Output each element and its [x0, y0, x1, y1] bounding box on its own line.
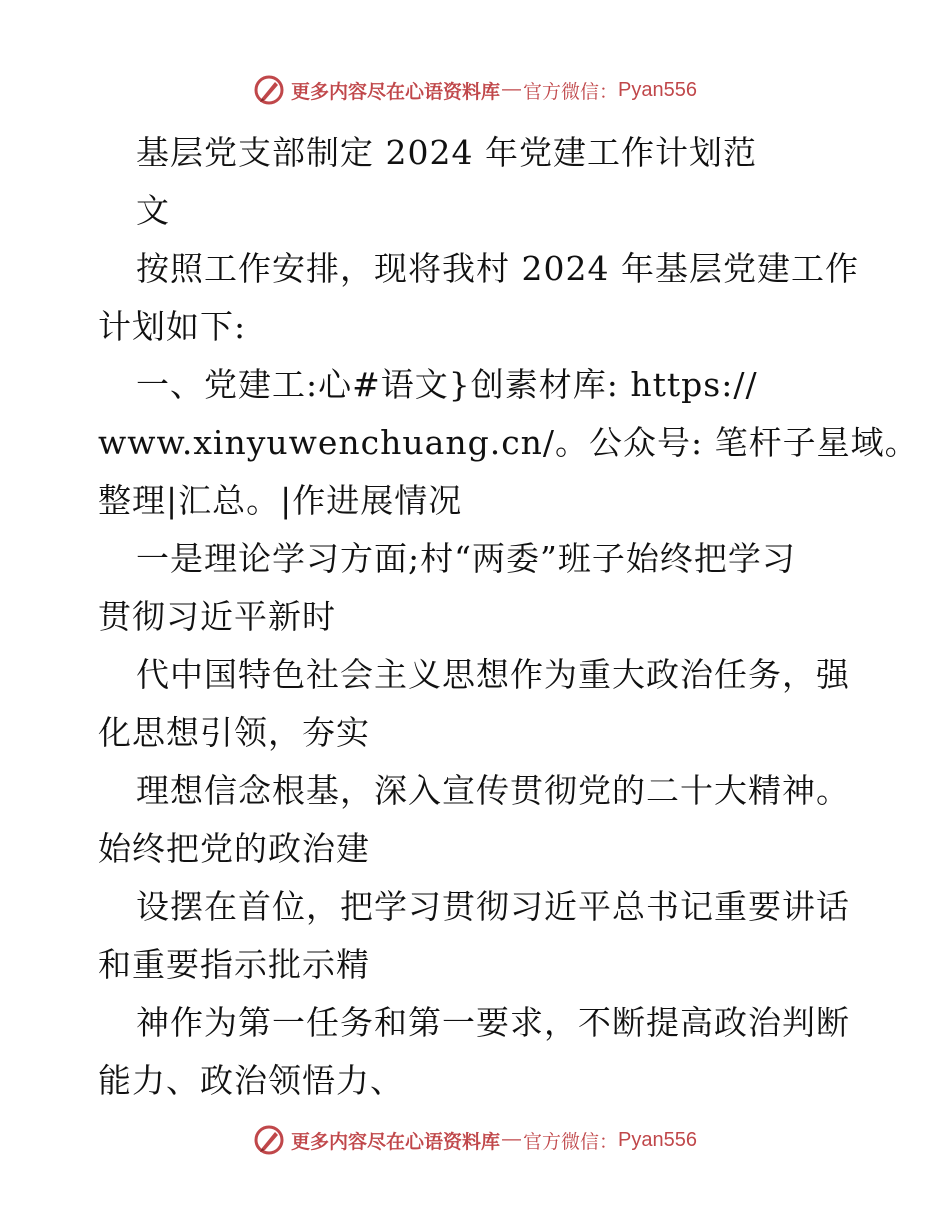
text-line: 文 [136, 191, 170, 230]
text-line: 贯彻习近平新时 [98, 597, 336, 636]
watermark-label: 官方微信： [523, 80, 619, 103]
watermark-wechat-id: Pyan556 [618, 1128, 697, 1151]
watermark-separator: — [502, 79, 522, 100]
watermark-banner-bottom [0, 1120, 950, 1160]
watermark-label: 官方微信： [523, 1130, 619, 1153]
text-line: 和重要指示批示精 [98, 945, 370, 984]
text-line: 化思想引领，夯实 [98, 713, 370, 752]
watermark-banner-top [0, 70, 950, 110]
text-line: 代中国特色社会主义思想作为重大政治任务，强 [136, 655, 850, 694]
document-body [98, 124, 919, 1110]
text-line: 一是理论学习方面;村“两委”班子始终把学习 [136, 539, 796, 578]
text-line: www.xinyuwenchuang.cn/。公众号: 笔杆子星域。 [98, 423, 919, 462]
text-line: 能力、政治领悟力、 [98, 1061, 404, 1100]
text-line: 理想信念根基，深入宣传贯彻党的二十大精神。 [136, 771, 850, 810]
text-line: 始终把党的政治建 [98, 829, 370, 868]
watermark-wechat-id: Pyan556 [618, 78, 697, 101]
text-line: 整理|汇总。|作进展情况 [98, 481, 463, 520]
text-line: 一、党建工:心#语文}创素材库: https:// [136, 365, 758, 404]
text-line: 设摆在首位，把学习贯彻习近平总书记重要讲话 [136, 887, 850, 926]
text-line: 计划如下: [98, 307, 247, 346]
watermark-main-text: 更多内容尽在心语资料库 [291, 1130, 501, 1153]
pen-logo-icon [253, 74, 285, 106]
watermark-main-text: 更多内容尽在心语资料库 [291, 80, 501, 103]
text-line: 基层党支部制定 2024 年党建工作计划范 [136, 133, 757, 172]
watermark-separator: — [502, 1129, 522, 1150]
text-line: 神作为第一任务和第一要求，不断提高政治判断 [136, 1003, 850, 1042]
text-line: 按照工作安排，现将我村 2024 年基层党建工作 [136, 249, 859, 288]
pen-logo-icon [253, 1124, 285, 1156]
